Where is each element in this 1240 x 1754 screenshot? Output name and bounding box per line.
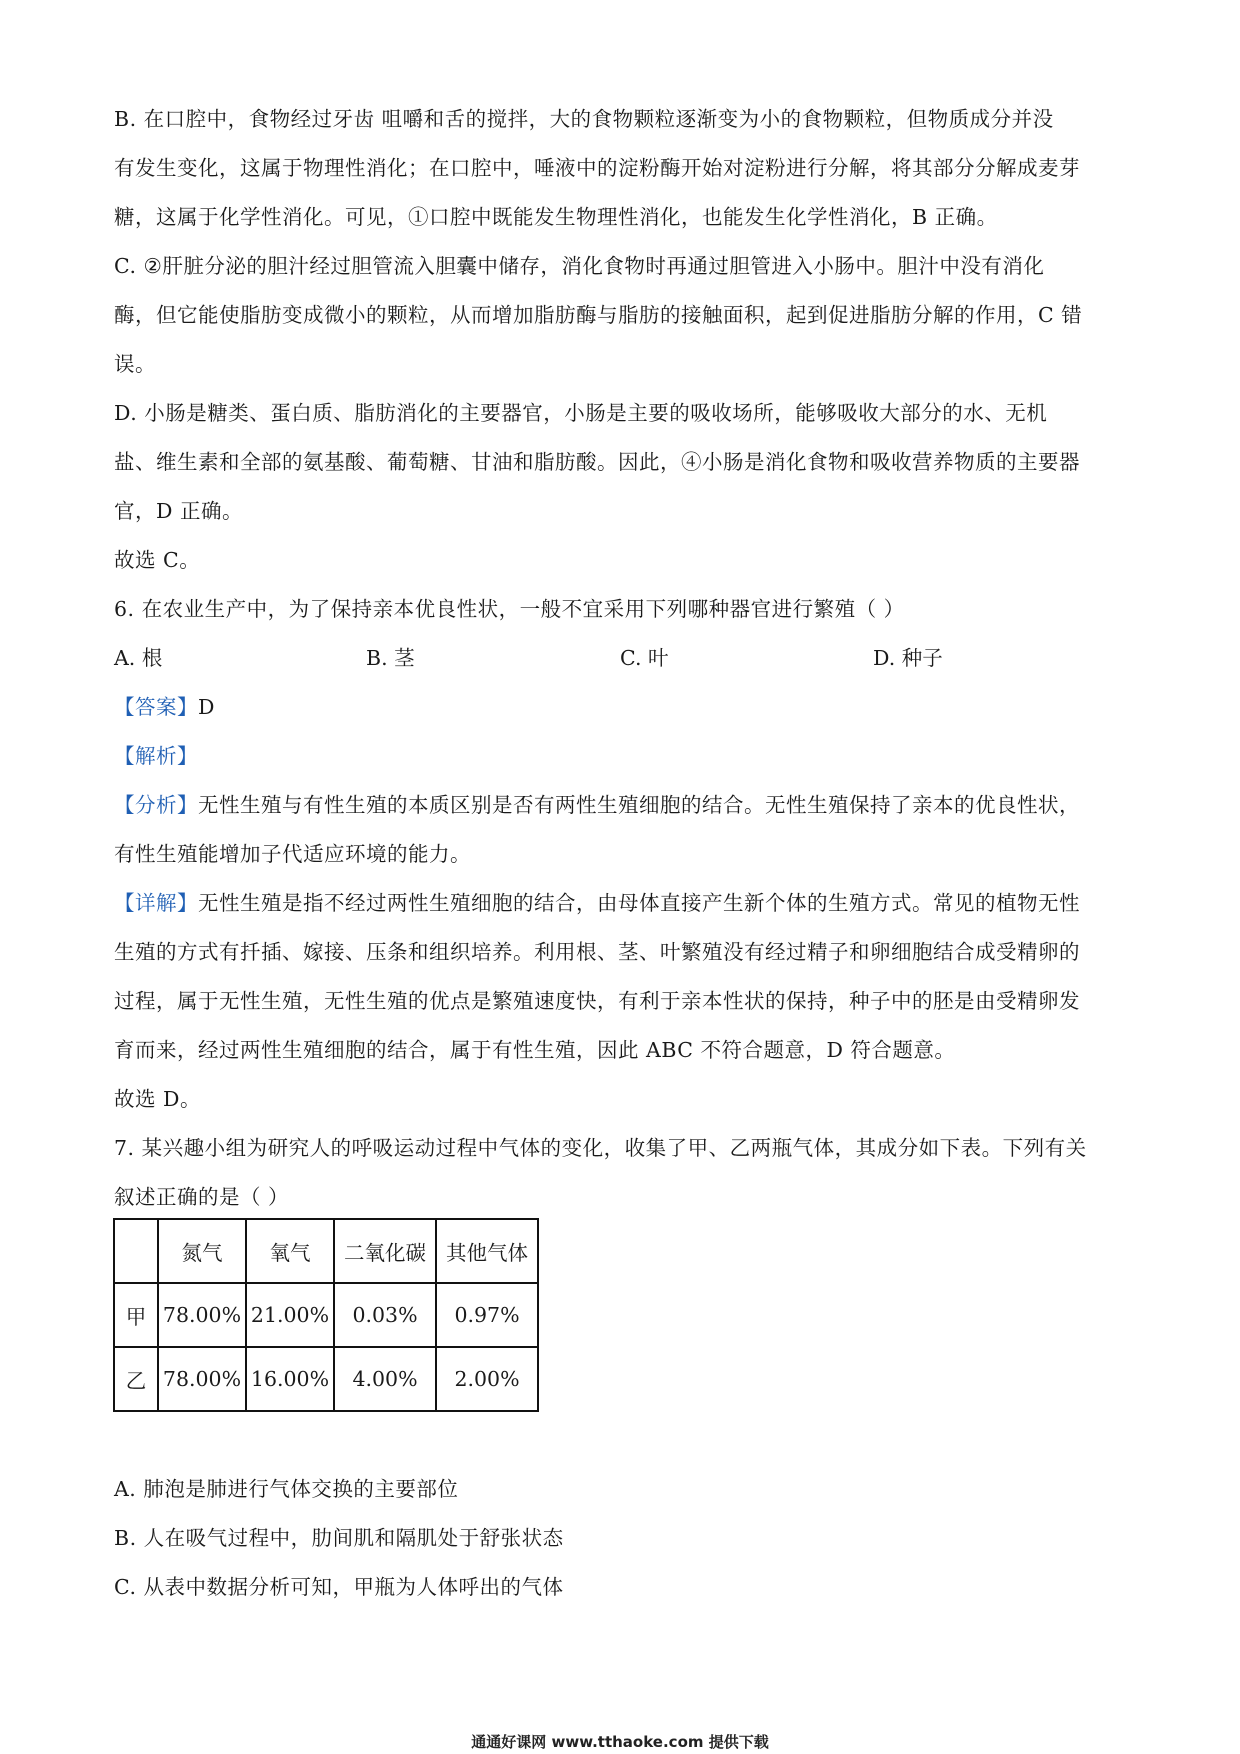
table-cell: 21.00% — [246, 1283, 334, 1347]
paragraph-text: 故选 C。 — [114, 548, 201, 572]
paragraph-line — [114, 545, 200, 575]
q6-option-c: C. 叶 — [620, 646, 669, 670]
question-text: 7. 某兴趣小组为研究人的呼吸运动过程中气体的变化，收集了甲、乙两瓶气体，其成分如下表。下列有关 — [114, 1136, 1087, 1160]
q6-answer — [114, 692, 215, 722]
paragraph-line — [114, 496, 243, 526]
paragraph-line — [114, 594, 905, 624]
q6-option-b: B. 茎 — [366, 646, 415, 670]
analysis-line — [114, 1084, 201, 1114]
section-label: 【分析】 — [114, 793, 198, 817]
paragraph-line — [114, 300, 1082, 330]
option-line — [114, 1572, 564, 1602]
paragraph-line — [114, 202, 998, 232]
option-text: B. 人在吸气过程中，肋间肌和隔肌处于舒张状态 — [114, 1526, 564, 1550]
table-cell: 2.00% — [436, 1347, 538, 1411]
answer-label: 【答案】 — [114, 695, 198, 719]
paragraph-line — [114, 251, 1044, 281]
paragraph-line — [114, 104, 1054, 134]
table-cell: 4.00% — [334, 1347, 436, 1411]
table-cell: 氮气 — [158, 1219, 246, 1283]
gas-composition-table — [113, 1218, 539, 1412]
paragraph-text: 酶，但它能使脂肪变成微小的颗粒，从而增加脂肪酶与脂肪的接触面积，起到促进脂肪分解的作用，C 错 — [114, 303, 1083, 327]
analysis-label: 【解析】 — [114, 744, 198, 768]
analysis-line — [114, 888, 1080, 918]
analysis-line — [114, 937, 1080, 967]
q6-analysis-heading — [114, 741, 198, 771]
analysis-line — [114, 839, 471, 869]
table-cell: 0.03% — [334, 1283, 436, 1347]
table-cell: 其他气体 — [436, 1219, 538, 1283]
paragraph-text: D. 小肠是糖类、蛋白质、脂肪消化的主要器官，小肠是主要的吸收场所，能够吸收大部分的水、无机 — [114, 401, 1048, 425]
table-cell: 0.97% — [436, 1283, 538, 1347]
table-cell: 78.00% — [158, 1347, 246, 1411]
question-text: 叙述正确的是（ ） — [114, 1185, 290, 1209]
table-row — [114, 1283, 538, 1347]
paragraph-text: 误。 — [114, 352, 156, 376]
paragraph-text: 盐、维生素和全部的氨基酸、葡萄糖、甘油和脂肪酸。因此，④小肠是消化食物和吸收营养物质的主要器 — [114, 450, 1080, 474]
table-cell: 乙 — [114, 1347, 158, 1411]
paragraph-text: 官，D 正确。 — [114, 499, 243, 523]
table-row — [114, 1347, 538, 1411]
paragraph-line — [114, 398, 1047, 428]
table-cell — [114, 1219, 158, 1283]
question-line — [114, 1182, 289, 1212]
paragraph-line — [114, 153, 1080, 183]
paragraph-text: C. ②肝脏分泌的胆汁经过胆管流入胆囊中储存，消化食物时再通过胆管进入小肠中。胆汁中没有消化 — [114, 254, 1045, 278]
q6-option-a: A. 根 — [114, 646, 163, 670]
paragraph-text: 6. 在农业生产中，为了保持亲本优良性状，一般不宜采用下列哪种器官进行繁殖（ ） — [114, 597, 905, 621]
analysis-text: 有性生殖能增加子代适应环境的能力。 — [114, 842, 471, 866]
question-line — [114, 1133, 1087, 1163]
analysis-text: 无性生殖是指不经过两性生殖细胞的结合，由母体直接产生新个体的生殖方式。常见的植物无性 — [198, 891, 1080, 915]
section-label: 【详解】 — [114, 891, 198, 915]
analysis-text: 过程，属于无性生殖，无性生殖的优点是繁殖速度快，有利于亲本性状的保持，种子中的胚是由受精卵发 — [114, 989, 1080, 1013]
table-cell: 16.00% — [246, 1347, 334, 1411]
table-cell: 甲 — [114, 1283, 158, 1347]
paragraph-text: 糖，这属于化学性消化。可见，①口腔中既能发生物理性消化，也能发生化学性消化，B 正确。 — [114, 205, 998, 229]
option-text: C. 从表中数据分析可知，甲瓶为人体呼出的气体 — [114, 1575, 564, 1599]
q6-option-d: D. 种子 — [873, 646, 943, 670]
option-line — [114, 1474, 458, 1504]
page-footer: 通通好课网 www.tthaoke.com 提供下载 — [471, 1733, 769, 1751]
analysis-line — [114, 1035, 955, 1065]
answer-value: D — [198, 695, 215, 719]
table-cell: 78.00% — [158, 1283, 246, 1347]
paragraph-line — [114, 447, 1080, 477]
table-header-row — [114, 1219, 538, 1283]
analysis-text: 无性生殖与有性生殖的本质区别是否有两性生殖细胞的结合。无性生殖保持了亲本的优良性状， — [198, 793, 1080, 817]
paragraph-line — [114, 349, 156, 379]
analysis-text: 育而来，经过两性生殖细胞的结合，属于有性生殖，因此 ABC 不符合题意，D 符合题意。 — [114, 1038, 956, 1062]
analysis-text: 故选 D。 — [114, 1087, 201, 1111]
option-text: A. 肺泡是肺进行气体交换的主要部位 — [114, 1477, 459, 1501]
analysis-text: 生殖的方式有扦插、嫁接、压条和组织培养。利用根、茎、叶繁殖没有经过精子和卵细胞结合成受精卵的 — [114, 940, 1080, 964]
analysis-line — [114, 986, 1080, 1016]
paragraph-text: B. 在口腔中，食物经过牙齿 咀嚼和舌的搅拌，大的食物颗粒逐渐变为小的食物颗粒，但物质成分并没 — [114, 107, 1054, 131]
table-cell: 二氧化碳 — [334, 1219, 436, 1283]
option-line — [114, 1523, 564, 1553]
analysis-line — [114, 790, 1080, 820]
table-cell: 氧气 — [246, 1219, 334, 1283]
paragraph-text: 有发生变化，这属于物理性消化；在口腔中，唾液中的淀粉酶开始对淀粉进行分解，将其部分分解成麦芽 — [114, 156, 1080, 180]
